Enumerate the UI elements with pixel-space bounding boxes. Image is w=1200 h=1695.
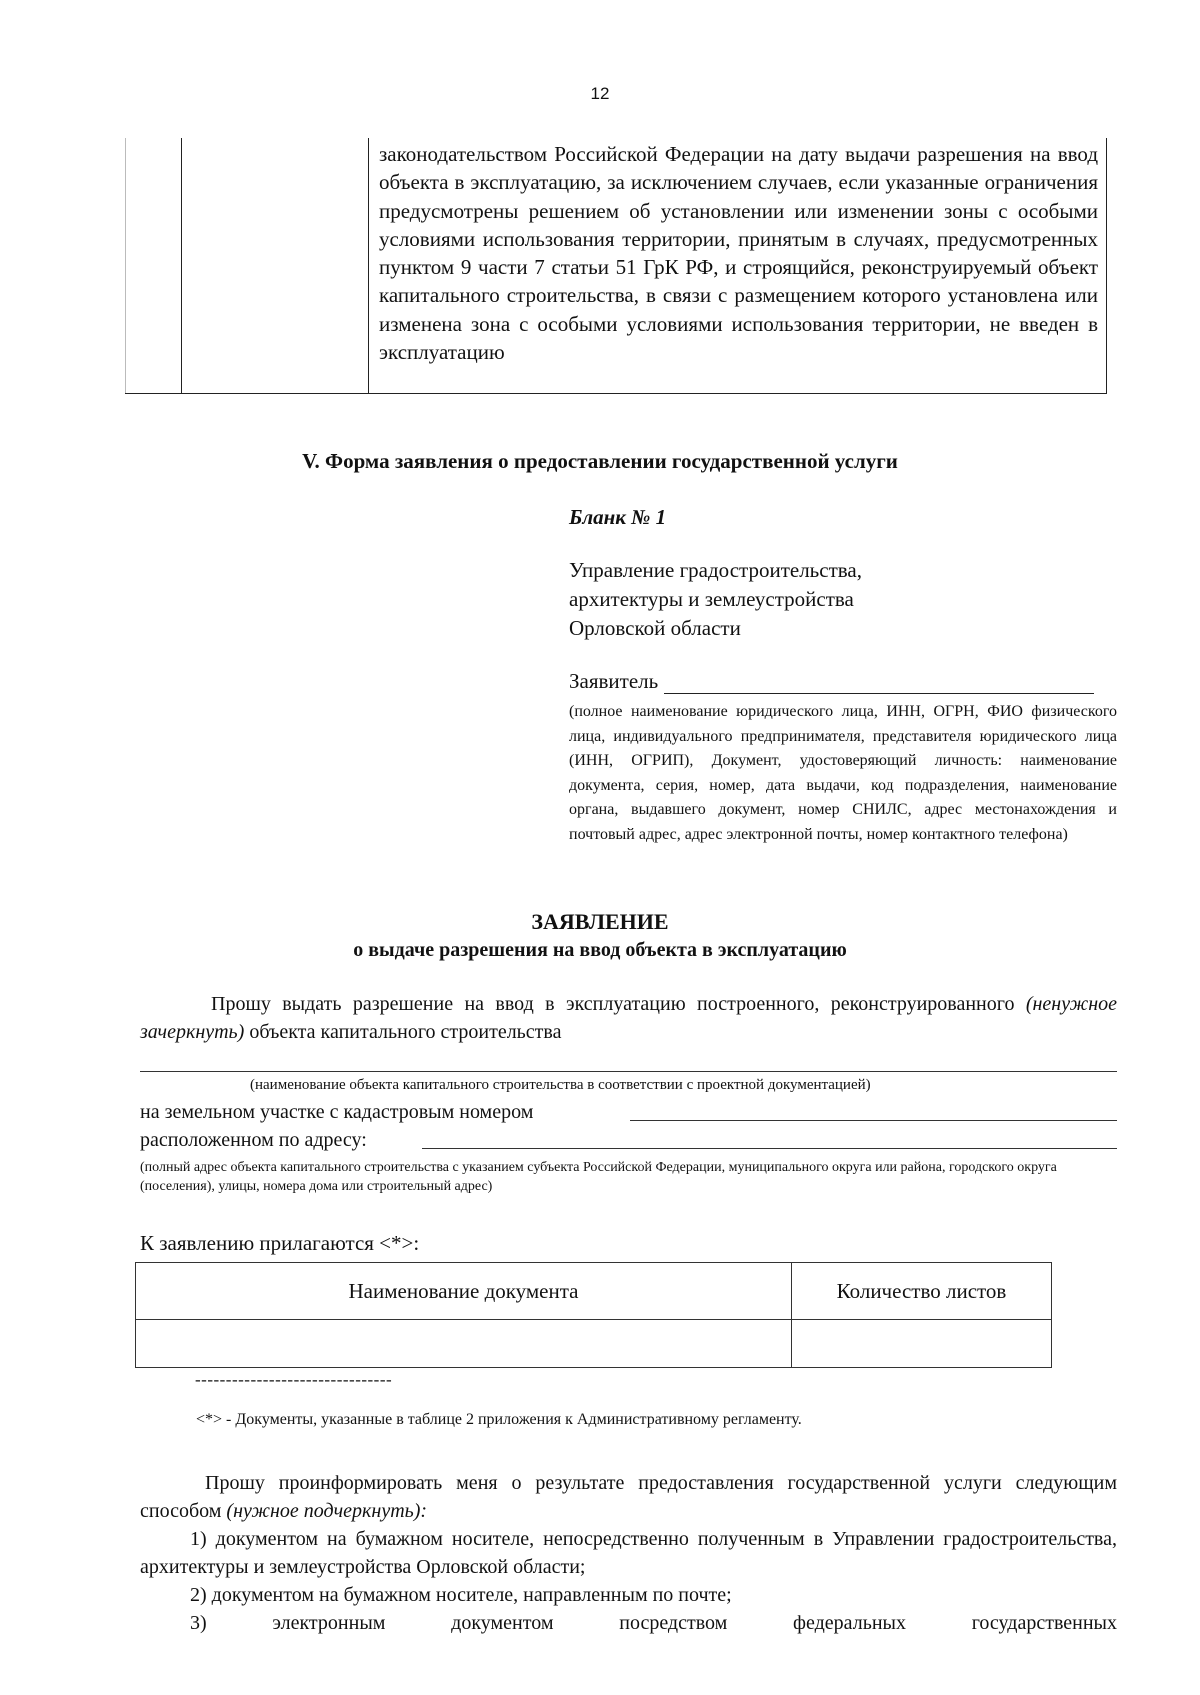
addressee-block [569,556,862,643]
column-header-sheet-count: Количество листов [792,1263,1052,1320]
table-cell-ground [182,138,369,394]
request-text: Прошу выдать разрешение на ввод в эксплуатацию построенного, реконструированного [211,993,1026,1015]
addressee-line: Орловской области [569,616,741,640]
footnote: <*> - Документы, указанные в таблице 2 приложения к Административному регламенту. [196,1411,802,1428]
address-label: расположенном по адресу: [140,1129,367,1151]
footnote-separator: -------------------------------- [195,1370,393,1389]
page-number: 12 [590,84,610,103]
statement-subtitle: о выдаче разрешения на ввод объекта в эксплуатацию [353,939,847,961]
sheet-count-cell[interactable] [792,1320,1052,1368]
cadastral-label: на земельном участке с кадастровым номером [140,1101,534,1123]
object-name-hint: (наименование объекта капитального строительства в соответствии с проектной документацией) [250,1077,871,1093]
inform-option-paper-direct: 1) документом на бумажном носителе, непосредственно полученным в Управлении градостроительства, архитектуры и землеустройства Орловской области; [140,1528,1117,1578]
attachments-label: К заявлению прилагаются <*>: [140,1231,420,1255]
applicant-hint: (полное наименование юридического лица, ИНН, ОГРН, ФИО физического лица, индивидуального предпринимателя, представителя юридического лица (ИНН, ОГРИП), Документ, удостоверяющий личность: наименование документа, серия, номер, дата выдачи, код подразделения, наименование органа, выдавшего документ, номер СНИЛС, адрес местонахождения и почтовый адрес, адрес электронной почты, номер контактного телефона) [569,703,1117,843]
table-cell-number [126,138,182,394]
section-title: V. Форма заявления о предоставлении государственной услуги [302,449,898,473]
continuation-table [125,138,1107,394]
request-text-end: объекта капитального строительства [244,1021,562,1043]
addressee-line: архитектуры и землеустройства [569,587,854,611]
column-header-document-name: Наименование документа [136,1263,792,1320]
applicant-blank-line[interactable] [664,675,1094,694]
inform-italic-note: (нужное подчеркнуть): [226,1500,428,1522]
cadastral-number-line[interactable] [630,1103,1117,1121]
address-line[interactable] [422,1131,1117,1149]
statement-title: ЗАЯВЛЕНИЕ [531,909,669,934]
addressee-line: Управление градостроительства, [569,558,862,582]
inform-text: Прошу проинформировать меня о результате предоставления государственной услуги следующим способом [140,1472,1117,1522]
table-cell-text: законодательством Российской Федерации на дату выдачи разрешения на ввод объекта в эксплуатацию, за исключением случаев, если указанные ограничения предусмотрены решением об установлении или изменении зоны с особыми условиями использования территории, принятым в случаях, предусмотренных пунктом 9 части 7 статьи 51 ГрК РФ, и строящийся, реконструируемый объект капитального строительства, в связи с размещением которого установлена или изменена зона с особыми условиями использования территории, не введен в эксплуатацию [369,138,1107,394]
applicant-label: Заявитель [569,669,659,693]
request-paragraph [140,990,1117,1046]
documents-table [135,1262,1052,1368]
applicant-field [569,669,1094,694]
request-italic-note: (ненужное зачеркнуть) [140,993,1117,1043]
object-name-line[interactable] [140,1071,1117,1072]
inform-option-paper-mail: 2) документом на бумажном носителе, направленным по почте; [190,1584,732,1606]
blank-label: Бланк № 1 [569,505,667,529]
inform-paragraph [140,1469,1117,1525]
inform-option-electronic: 3) электронным документом посредством федеральных государственных [190,1612,1117,1634]
address-hint: (полный адрес объекта капитального строительства с указанием субъекта Российской Федерации, муниципального округа или района, городского округа (поселения), улицы, номера дома или строительный адрес) [140,1160,1057,1194]
document-name-cell[interactable] [136,1320,792,1368]
